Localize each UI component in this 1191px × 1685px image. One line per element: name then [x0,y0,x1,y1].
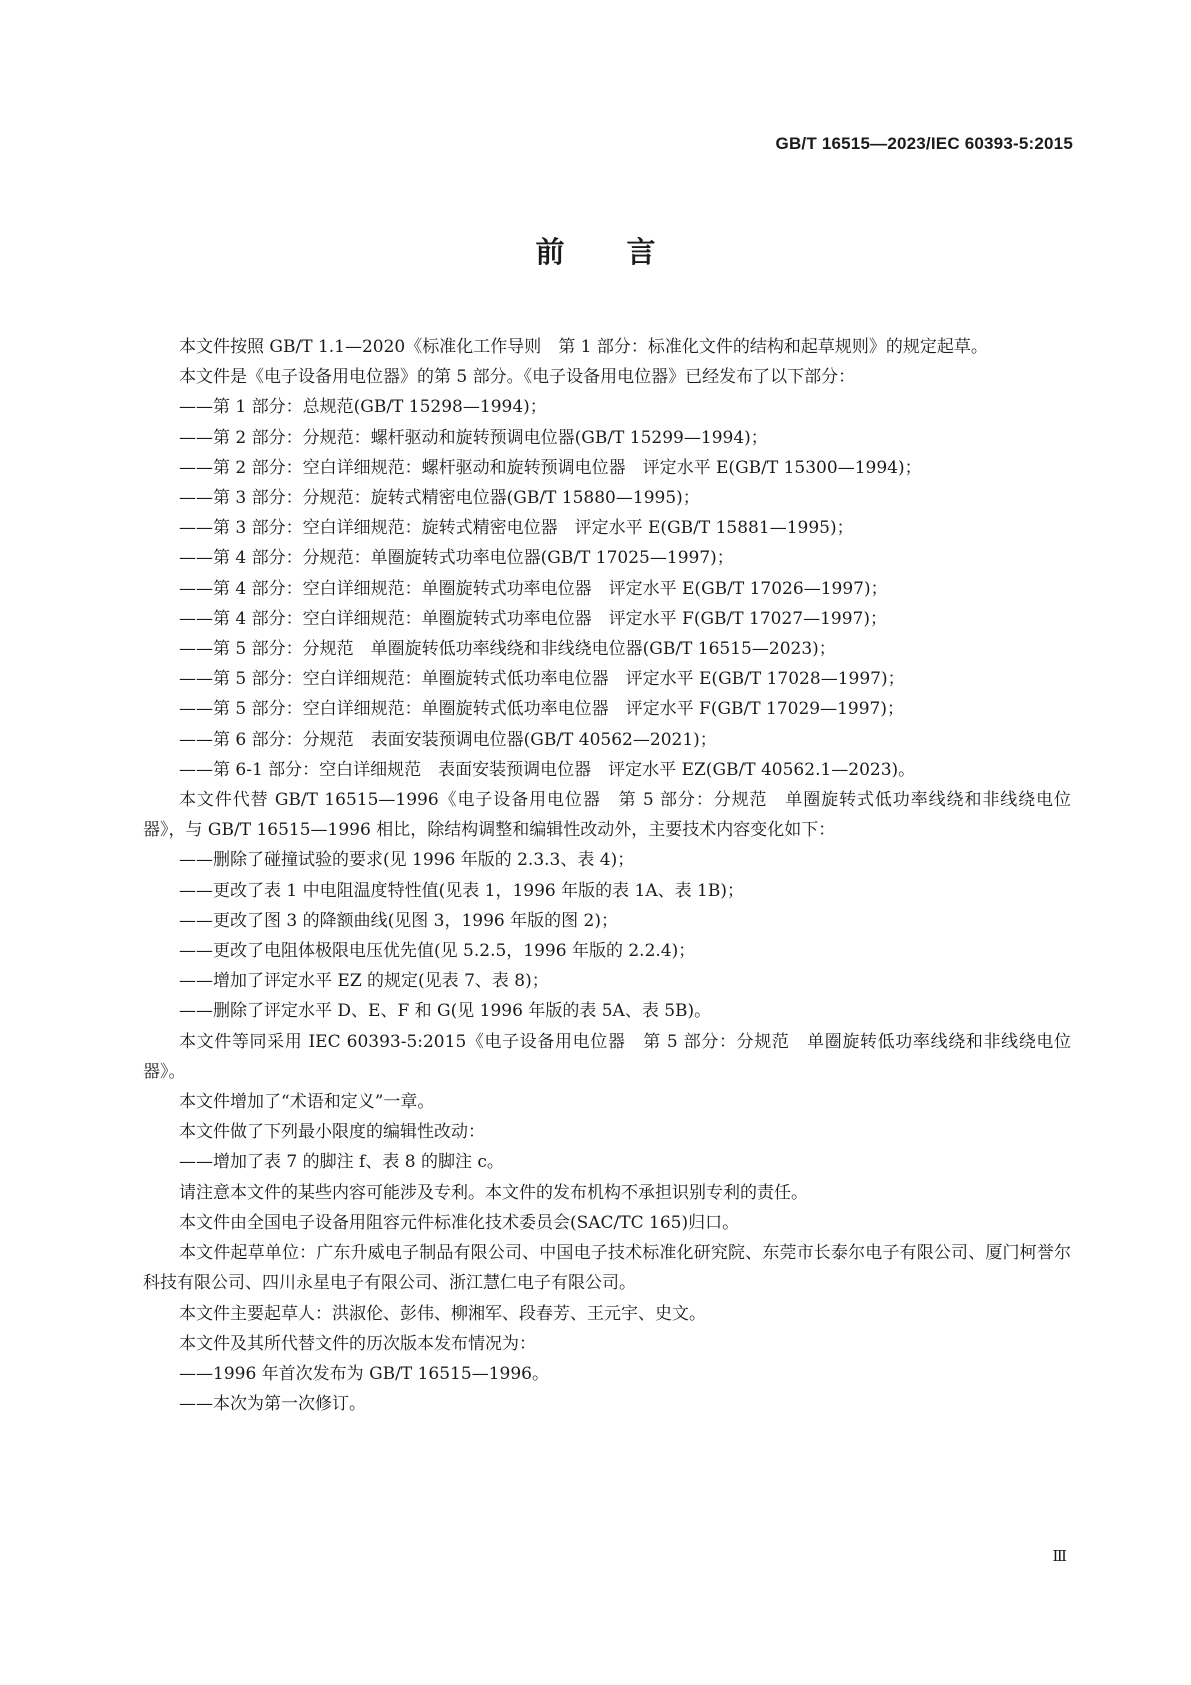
list-item: ——增加了表 7 的脚注 f、表 8 的脚注 c。 [179,1152,504,1173]
foreword-body [143,332,1071,1419]
paragraph: 本文件代替 GB/T 16515—1996《电子设备用电位器 第 5 部分：分规范 单圈旋转式低功率线绕和非线绕电位器》，与 GB/T 16515—1996 相比，除结构调整和编辑性改动外，主要技术内容变化如下： [143,790,1071,841]
list-item: ——第 5 部分：空白详细规范：单圈旋转式低功率电位器 评定水平 F(GB/T 17029—1997)； [179,699,904,720]
list-item: ——1996 年首次发布为 GB/T 16515—1996。 [179,1363,549,1384]
list-item: ——删除了碰撞试验的要求(见 1996 年版的 2.3.3、表 4)； [179,850,635,871]
list-item: ——第 2 部分：分规范：螺杆驱动和旋转预调电位器(GB/T 15299—1994)； [179,427,768,448]
page-number: Ⅲ [1052,1547,1067,1565]
list-item: ——更改了电阻体极限电压优先值(见 5.2.5，1996 年版的 2.2.4)； [179,941,696,962]
paragraph: 本文件按照 GB/T 1.1—2020《标准化工作导则 第 1 部分：标准化文件的结构和起草规则》的规定起草。 [179,337,988,357]
paragraph: 请注意本文件的某些内容可能涉及专利。本文件的发布机构不承担识别专利的责任。 [179,1182,808,1203]
list-item: ——第 2 部分：空白详细规范：螺杆驱动和旋转预调电位器 评定水平 E(GB/T 15300—1994)； [179,457,922,478]
paragraph: 本文件及其所代替文件的历次版本发布情况为： [179,1333,536,1354]
document-code: GB/T 16515—2023/IEC 60393-5:2015 [775,134,1073,153]
list-item: ——第 4 部分：空白详细规范：单圈旋转式功率电位器 评定水平 E(GB/T 17026—1997)； [179,578,888,599]
list-item: ——删除了评定水平 D、E、F 和 G(见 1996 年版的表 5A、表 5B)。 [179,1001,712,1022]
list-item: ——第 3 部分：空白详细规范：旋转式精密电位器 评定水平 E(GB/T 15881—1995)； [179,518,854,539]
paragraph: 本文件主要起草人：洪淑伦、彭伟、柳湘军、段春芳、王元宇、史文。 [179,1303,706,1324]
list-item: ——本次为第一次修订。 [179,1394,366,1415]
list-item: ——更改了图 3 的降额曲线(见图 3，1996 年版的图 2)； [179,910,618,931]
paragraph: 本文件是《电子设备用电位器》的第 5 部分。《电子设备用电位器》已经发布了以下部分： [179,367,856,388]
list-item: ——第 6 部分：分规范 表面安装预调电位器(GB/T 40562—2021)； [179,729,717,750]
paragraph: 本文件做了下列最小限度的编辑性改动： [179,1122,485,1143]
list-item: ——第 4 部分：分规范：单圈旋转式功率电位器(GB/T 17025—1997)； [179,548,734,569]
list-item: ——第 6-1 部分：空白详细规范 表面安装预调电位器 评定水平 EZ(GB/T 40562.1—2023)。 [179,759,916,780]
list-item: ——第 1 部分：总规范(GB/T 15298—1994)； [179,397,547,418]
list-item: ——更改了表 1 中电阻温度特性值(见表 1，1996 年版的表 1A、表 1B)； [179,880,744,901]
paragraph: 本文件增加了“术语和定义”一章。 [179,1092,435,1113]
list-item: ——第 5 部分：空白详细规范：单圈旋转式低功率电位器 评定水平 E(GB/T 17028—1997)； [179,669,905,690]
paragraph: 本文件起草单位：广东升威电子制品有限公司、中国电子技术标准化研究院、东莞市长泰尔电子有限公司、厦门柯誉尔科技有限公司、四川永星电子有限公司、浙江慧仁电子有限公司。 [143,1243,1071,1294]
list-item: ——增加了评定水平 EZ 的规定(见表 7、表 8)； [179,971,549,992]
page-title: 前 言 [535,235,656,269]
list-item: ——第 4 部分：空白详细规范：单圈旋转式功率电位器 评定水平 F(GB/T 17027—1997)； [179,608,887,629]
paragraph: 本文件等同采用 IEC 60393-5:2015《电子设备用电位器 第 5 部分：分规范 单圈旋转低功率线绕和非线绕电位器》。 [143,1031,1071,1082]
paragraph: 本文件由全国电子设备用阻容元件标准化技术委员会(SAC/TC 165)归口。 [179,1212,740,1233]
list-item: ——第 3 部分：分规范：旋转式精密电位器(GB/T 15880—1995)； [179,488,700,509]
list-item: ——第 5 部分：分规范 单圈旋转低功率线绕和非线绕电位器(GB/T 16515—2023)； [179,639,836,660]
